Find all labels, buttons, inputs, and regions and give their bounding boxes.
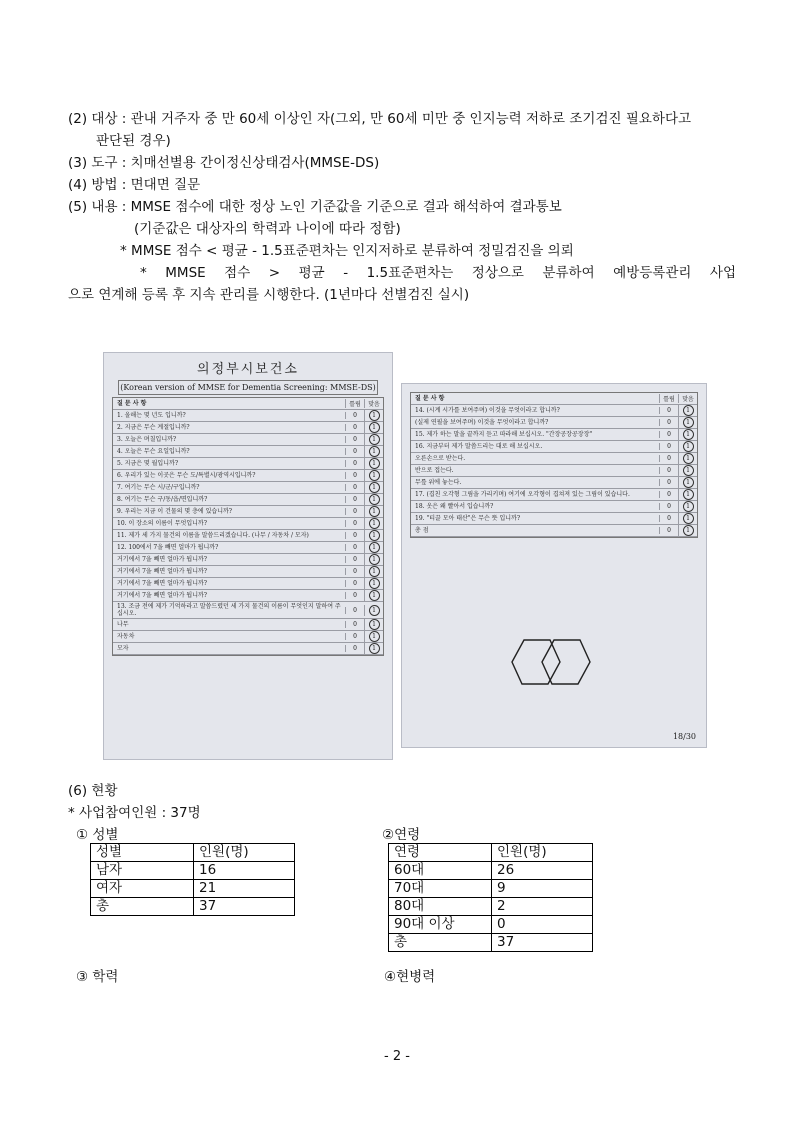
circled-score-icon: 1 (369, 410, 380, 421)
form-row (113, 643, 383, 655)
wrong-mark: 0 (659, 527, 678, 534)
form-row (113, 458, 383, 470)
wrong-mark: 0 (345, 412, 364, 419)
right-mark (364, 631, 383, 642)
gender-table-header: 성별 인원(명) (91, 844, 295, 862)
circled-score-icon: 1 (369, 554, 380, 565)
tool-line: (3) 도구 : 치매선별용 간이정신상태검사(MMSE-DS) (68, 155, 380, 171)
form-row (113, 590, 383, 602)
circled-score-icon: 1 (369, 518, 380, 529)
content-line-4: * MMSE 점수 > 평균 - 1.5표준편차는 정상으로 분류하여 예방등록관리 사업 (140, 265, 736, 281)
wrong-mark: 0 (345, 633, 364, 640)
form-right-table (410, 392, 698, 538)
circled-score-icon: 1 (683, 525, 694, 536)
form-row (113, 482, 383, 494)
form-row (113, 566, 383, 578)
circled-score-icon: 1 (683, 489, 694, 500)
form-question: 15. 제가 하는 말을 끝까지 듣고 따라해 보십시오. "간장공장공장장" (415, 431, 593, 438)
wrong-mark: 0 (345, 472, 364, 479)
right-mark (678, 405, 697, 416)
right-mark (364, 494, 383, 505)
right-mark (678, 489, 697, 500)
table-row: 총 37 (389, 934, 593, 952)
mmse-form-photo-right (401, 383, 707, 748)
form-left-table (112, 397, 384, 656)
circled-score-icon: 1 (683, 429, 694, 440)
right-mark (364, 518, 383, 529)
form-question: (실제 연필을 보여주며) 이것을 무엇이라고 합니까? (415, 419, 549, 426)
right-mark (678, 453, 697, 464)
form-right-header: 질 문 사 항 틀림 맞음 (411, 393, 697, 405)
form-row (113, 506, 383, 518)
form-question: 5. 지금은 몇 월입니까? (117, 460, 179, 467)
pentagon-drawing-icon (502, 634, 602, 690)
form-question: 나무 (117, 621, 129, 628)
wrong-mark: 0 (345, 460, 364, 467)
right-mark (364, 566, 383, 577)
form-question: 11. 제가 세 가지 물건의 이름을 말씀드리겠습니다. (나무 / 자동차 / 모자) (117, 532, 309, 539)
form-row (411, 513, 697, 525)
right-mark (364, 434, 383, 445)
form-question: 반으로 접는다. (415, 467, 454, 474)
form-title: 의정부시보건소 (197, 362, 299, 377)
wrong-mark: 0 (345, 592, 364, 599)
form-row (113, 422, 383, 434)
form-question: 7. 여기는 무슨 시/군/구입니까? (117, 484, 200, 491)
wrong-mark: 0 (345, 621, 364, 628)
wrong-mark: 0 (659, 515, 678, 522)
circled-score-icon: 1 (369, 494, 380, 505)
form-subtitle: (Korean version of MMSE for Dementia Screening: MMSE-DS) (118, 380, 378, 395)
right-mark (364, 619, 383, 630)
wrong-mark: 0 (345, 607, 364, 614)
form-row (411, 441, 697, 453)
right-mark (678, 441, 697, 452)
form-question: 19. "티끌 모아 태산"은 무슨 뜻 입니까? (415, 515, 521, 522)
form-question: 거기에서 7을 빼면 얼마가 됩니까? (117, 592, 208, 599)
right-mark (364, 410, 383, 421)
circled-score-icon: 1 (683, 477, 694, 488)
form-row (113, 470, 383, 482)
form-question: 18. 옷은 왜 빨아서 입습니까? (415, 503, 494, 510)
form-question: 모자 (117, 645, 129, 652)
education-label: ③ 학력 (76, 969, 119, 985)
content-line-3: * MMSE 점수 < 평균 - 1.5표준편차는 인지저하로 분류하여 정밀검진을 의뢰 (120, 243, 574, 259)
right-mark (364, 446, 383, 457)
circled-score-icon: 1 (683, 465, 694, 476)
circled-score-icon: 1 (369, 578, 380, 589)
form-question: 거기에서 7을 빼면 얼마가 됩니까? (117, 568, 208, 575)
form-question: 오른손으로 받는다. (415, 455, 466, 462)
right-mark (364, 643, 383, 654)
target-line-1: (2) 대상 : 관내 거주자 중 만 60세 이상인 자(그외, 만 60세 미만 중 인지능력 저하로 조기검진 필요하다고 (68, 111, 692, 127)
method-line: (4) 방법 : 면대면 질문 (68, 177, 201, 193)
circled-score-icon: 1 (369, 530, 380, 541)
right-mark (678, 477, 697, 488)
right-mark (678, 417, 697, 428)
circled-score-icon: 1 (683, 501, 694, 512)
status-heading: (6) 현황 (68, 783, 118, 799)
form-question: 16. 지금부터 제가 말씀드리는 대로 해 보십시오. (415, 443, 543, 450)
circled-score-icon: 1 (369, 422, 380, 433)
form-question: 거기에서 7을 빼면 얼마가 됩니까? (117, 556, 208, 563)
wrong-mark: 0 (345, 436, 364, 443)
form-total-score: 18/30 (672, 732, 696, 741)
wrong-mark: 0 (659, 443, 678, 450)
right-mark (364, 458, 383, 469)
circled-score-icon: 1 (369, 446, 380, 457)
form-question: 13. 조금 전에 제가 기억하라고 말씀드렸던 세 가지 물건의 이름이 무엇인지 말하여 주십시오. (117, 603, 341, 617)
wrong-mark: 0 (659, 419, 678, 426)
circled-score-icon: 1 (369, 631, 380, 642)
target-line-2: 판단된 경우) (96, 133, 171, 149)
wrong-mark: 0 (345, 424, 364, 431)
wrong-mark: 0 (659, 503, 678, 510)
circled-score-icon: 1 (683, 405, 694, 416)
form-question: 자동차 (117, 633, 135, 640)
right-mark (678, 465, 697, 476)
form-question: 4. 오늘은 무슨 요일입니까? (117, 448, 190, 455)
form-row (411, 453, 697, 465)
form-question: 9. 우리는 지금 이 건물의 몇 층에 있습니까? (117, 508, 233, 515)
medical-history-label: ④현병력 (384, 969, 436, 985)
wrong-mark: 0 (659, 491, 678, 498)
page-number: - 2 - (384, 1049, 410, 1064)
form-row (113, 518, 383, 530)
table-row: 90대 이상 0 (389, 916, 593, 934)
form-question: 14. (시계 시가를 보여주며) 이것을 무엇이라고 합니까? (415, 407, 560, 414)
wrong-mark: 0 (345, 508, 364, 515)
right-mark (364, 422, 383, 433)
form-question: 무릎 위에 놓는다. (415, 479, 462, 486)
form-row (411, 405, 697, 417)
form-row (113, 530, 383, 542)
gender-table (90, 843, 295, 916)
form-row (113, 554, 383, 566)
wrong-mark: 0 (345, 544, 364, 551)
circled-score-icon: 1 (683, 417, 694, 428)
table-row: 60대 26 (389, 862, 593, 880)
form-row (113, 542, 383, 554)
form-row (411, 489, 697, 501)
circled-score-icon: 1 (369, 566, 380, 577)
right-mark (364, 530, 383, 541)
right-mark (364, 482, 383, 493)
circled-score-icon: 1 (369, 590, 380, 601)
form-row (113, 494, 383, 506)
form-row (411, 417, 697, 429)
circled-score-icon: 1 (683, 513, 694, 524)
age-label: ②연령 (382, 827, 421, 843)
form-question: 3. 오늘은 며칠입니까? (117, 436, 177, 443)
wrong-mark: 0 (345, 484, 364, 491)
form-row (411, 477, 697, 489)
content-line-2: (기준값은 대상자의 학력과 나이에 따라 정함) (134, 221, 401, 237)
wrong-mark: 0 (345, 532, 364, 539)
right-mark (364, 542, 383, 553)
content-line-5: 으로 연계해 등록 후 지속 관리를 시행한다. (1년마다 선별검진 실시) (68, 287, 470, 303)
wrong-mark: 0 (659, 455, 678, 462)
wrong-mark: 0 (345, 520, 364, 527)
right-mark (364, 578, 383, 589)
wrong-mark: 0 (345, 496, 364, 503)
right-mark (364, 554, 383, 565)
circled-score-icon: 1 (683, 441, 694, 452)
right-mark (364, 605, 383, 616)
form-left-header: 질 문 사 항 틀림 맞음 (113, 398, 383, 410)
wrong-mark: 0 (345, 448, 364, 455)
right-mark (678, 513, 697, 524)
right-mark (364, 590, 383, 601)
circled-score-icon: 1 (369, 506, 380, 517)
form-question: 총 점 (415, 527, 429, 534)
table-row: 여자 21 (91, 880, 295, 898)
form-question: 8. 여기는 무슨 구/동/읍/면입니까? (117, 496, 208, 503)
form-row (113, 410, 383, 422)
form-row (113, 434, 383, 446)
form-row (113, 602, 383, 619)
form-row (113, 631, 383, 643)
age-table-header: 연령 인원(명) (389, 844, 593, 862)
form-question: 10. 이 장소의 이름이 무엇입니까? (117, 520, 207, 527)
table-row: 총 37 (91, 898, 295, 916)
form-question: 거기에서 7을 빼면 얼마가 됩니까? (117, 580, 208, 587)
circled-score-icon: 1 (683, 453, 694, 464)
right-mark (364, 506, 383, 517)
form-question: 6. 우리가 있는 이곳은 무슨 도/특별시/광역시입니까? (117, 472, 256, 479)
form-row (113, 578, 383, 590)
gender-label: ① 성별 (76, 827, 119, 843)
form-row (113, 619, 383, 631)
table-row: 남자 16 (91, 862, 295, 880)
form-question: 17. (겹친 오각형 그림을 가리키며) 여기에 오각형이 겹쳐져 있는 그림이 있습니다. (415, 491, 630, 498)
wrong-mark: 0 (345, 645, 364, 652)
circled-score-icon: 1 (369, 482, 380, 493)
form-row (113, 446, 383, 458)
wrong-mark: 0 (659, 479, 678, 486)
form-question: 2. 지금은 무슨 계절입니까? (117, 424, 190, 431)
wrong-mark: 0 (659, 407, 678, 414)
right-mark (364, 470, 383, 481)
wrong-mark: 0 (659, 431, 678, 438)
content-line-1: (5) 내용 : MMSE 점수에 대한 정상 노인 기준값을 기준으로 결과 해석하여 결과통보 (68, 199, 562, 215)
circled-score-icon: 1 (369, 619, 380, 630)
form-row (411, 429, 697, 441)
form-row (411, 525, 697, 537)
circled-score-icon: 1 (369, 470, 380, 481)
wrong-mark: 0 (345, 580, 364, 587)
wrong-mark: 0 (345, 568, 364, 575)
wrong-mark: 0 (345, 556, 364, 563)
form-question: 1. 올해는 몇 년도 입니까? (117, 412, 186, 419)
right-mark (678, 525, 697, 536)
circled-score-icon: 1 (369, 542, 380, 553)
circled-score-icon: 1 (369, 643, 380, 654)
wrong-mark: 0 (659, 467, 678, 474)
participants-line: * 사업참여인원 : 37명 (68, 805, 201, 821)
form-question: 12. 100에서 7을 빼면 얼마가 됩니까? (117, 544, 219, 551)
circled-score-icon: 1 (369, 605, 380, 616)
form-row (411, 465, 697, 477)
age-table (388, 843, 593, 952)
circled-score-icon: 1 (369, 434, 380, 445)
form-row (411, 501, 697, 513)
table-row: 70대 9 (389, 880, 593, 898)
right-mark (678, 429, 697, 440)
right-mark (678, 501, 697, 512)
circled-score-icon: 1 (369, 458, 380, 469)
table-row: 80대 2 (389, 898, 593, 916)
mmse-form-photo-left (103, 352, 393, 760)
